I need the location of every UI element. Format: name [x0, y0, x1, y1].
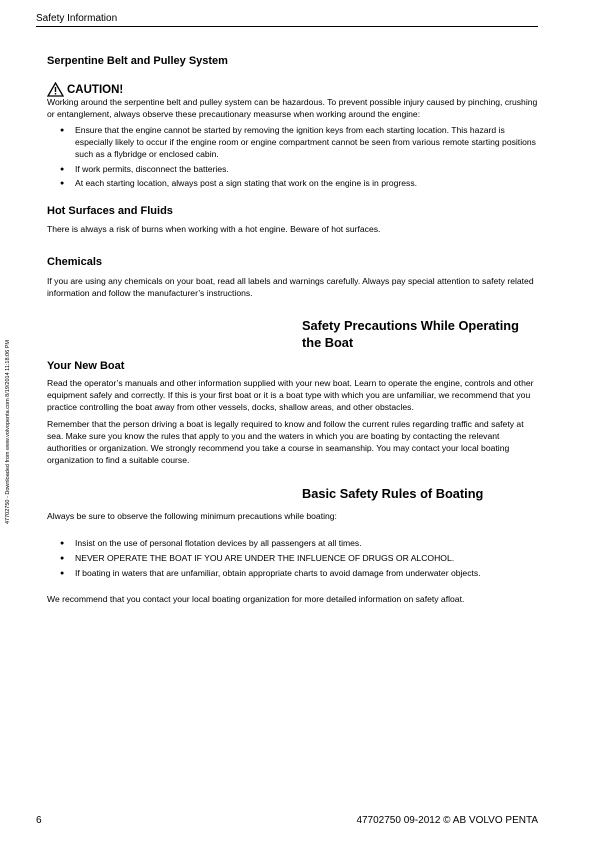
caution-block: [47, 82, 538, 97]
list-item: ● Insist on the use of personal flotation devices by all passengers at all times.: [47, 538, 538, 550]
hot-surfaces-heading: Hot Surfaces and Fluids: [47, 205, 173, 218]
list-item: ● Ensure that the engine cannot be started by removing the ignition keys from each starting location. This hazard is especially likely to occur if the engine room or engine compartment cannot be seen from various remote starting positions such as a flybridge or enclosed cabin.: [47, 125, 538, 161]
page-content: [47, 54, 538, 605]
page-header-title: Safety Information: [36, 13, 118, 24]
rules-bullets: [47, 538, 538, 580]
list-item: ● If work permits, disconnect the batteries.: [47, 164, 538, 176]
warning-triangle-icon: [47, 82, 64, 97]
serpentine-bullets: [47, 125, 538, 191]
new-boat-para-1: Read the operator’s manuals and other information supplied with your new boat. Learn to operate the engine, controls and other equipment safely and correctly. If this is your first boat or it is a boat type with which you are unfamiliar, we recommend that you practice controlling the boat away from other vessels, docks, shallow areas, and other obstacles.: [47, 378, 534, 412]
caution-label: CAUTION!: [67, 83, 124, 96]
rules-closing: We recommend that you contact your local boating organization for more detailed information on safety afloat.: [47, 593, 465, 604]
precautions-heading-line1: Safety Precautions While Operating: [302, 318, 519, 334]
list-item: ● NEVER OPERATE THE BOAT IF YOU ARE UNDER THE INFLUENCE OF DRUGS OR ALCOHOL.: [47, 553, 538, 565]
hot-surfaces-text: There is always a risk of burns when working with a hot engine. Beware of hot surfaces.: [47, 224, 381, 235]
list-item: ● At each starting location, always post a sign stating that work on the engine is in progress.: [47, 178, 538, 190]
serpentine-heading: Serpentine Belt and Pulley System: [47, 55, 228, 67]
precautions-heading-line2: the Boat: [302, 334, 354, 350]
page-number: 6: [36, 815, 42, 826]
serpentine-intro: Working around the serpentine belt and pulley system can be hazardous. To prevent possible injury caused by pinching, crushing or entanglement, always observe these precautionary measurse when working around the engine:: [47, 97, 538, 119]
header-rule: [36, 26, 538, 27]
document-code: 47702750 09-2012 © AB VOLVO PENTA: [356, 815, 538, 826]
rules-heading: Basic Safety Rules of Boating: [302, 486, 484, 502]
rules-intro: Always be sure to observe the following minimum precautions while boating:: [47, 510, 337, 521]
list-item: ● If boating in waters that are unfamiliar, obtain appropriate charts to avoid damage from underwater objects.: [47, 568, 538, 580]
precautions-heading: [302, 318, 538, 351]
download-side-note: 47702750 - Downloaded from www.volvopenta.com 8/19/2014 11:18:06 PM: [5, 340, 11, 524]
chemicals-text: If you are using any chemicals on your boat, read all labels and warnings carefully. Always pay special attention to safety related information and follow the manufacturer’s instructions.: [47, 276, 534, 299]
chemicals-heading: Chemicals: [47, 256, 103, 269]
new-boat-para-2: Remember that the person driving a boat is legally required to know and follow the current rules regarding traffic and safety at sea. Make sure you know the rules that apply to you and the waters in which you are boating by contacting the relevant authorities or organization. We strongly recommend you take a course in seamanship. You may contact your local boating organization to find a suitable course.: [47, 418, 524, 465]
new-boat-heading: Your New Boat: [47, 360, 125, 373]
